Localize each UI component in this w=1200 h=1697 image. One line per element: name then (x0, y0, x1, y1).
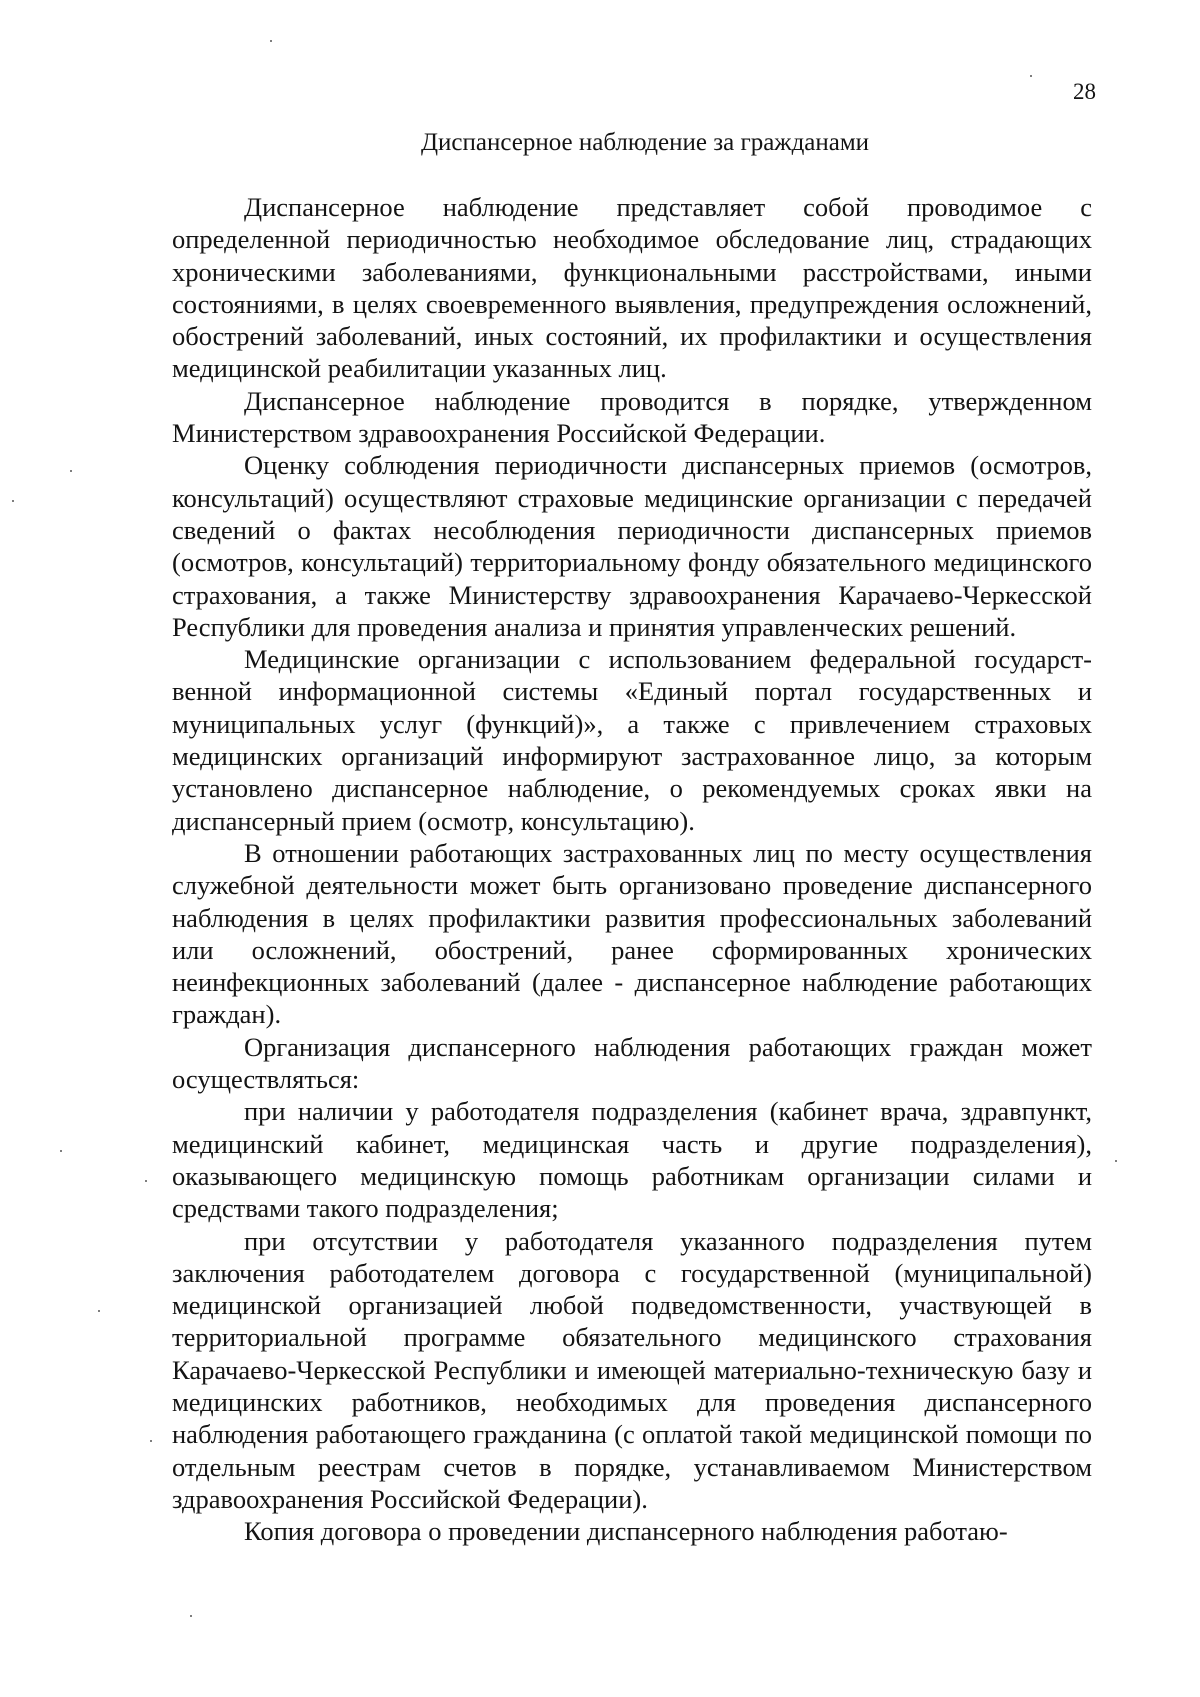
scan-speck (60, 1150, 62, 1152)
paragraph-working-citizens: В отношении работающих застрахованных лиц по месту осуществления служебной деятельности может быть организовано проведение диспансерного наблюдения в целях профилактики развития профессиональных заболеваний или осложнений, обострений, ранее сформированных хронических неинфекционных заболеваний (далее - диспансерное наблюдение работающих граждан). (172, 837, 1092, 1030)
scan-speck (70, 470, 72, 472)
paragraph-procedure: Диспансерное наблюдение проводится в порядке, утвержденном Министерством здравоохранения Российской Федерации. (172, 385, 1092, 449)
paragraph-organization: Организация диспансерного наблюдения работающих граждан может осуществляться: (172, 1031, 1092, 1095)
page-title: Диспансерное наблюдение за гражданами (420, 129, 870, 156)
paragraph-definition: Диспансерное наблюдение представляет собой проводимое с определенной периодичностью необходимое обследование лиц, страдающих хроническими заболеваниями, функциональными расстройствами, иными состояниями, в целях своевременного выявления, предупреждения осложнений, обострений заболеваний, иных состояний, их профилактики и осуществления медицинской реабилитации указанных лиц. (172, 192, 1092, 384)
paragraph-informing: Медицинские организации с использованием федеральной государственной информационной системы «Единый портал государственных и муниципальных услуг (функций)», а также с привлечением страховых медицинских организаций информируют застрахованное лицо, за которым установлено диспансерное наблюдение, о рекомендуемых сроках явки на диспансерный прием (осмотр, консультацию). (172, 644, 1092, 836)
paragraph-contract-copy: Копия договора о проведении диспансерного наблюдения работаю- (244, 1516, 1008, 1547)
scan-speck (12, 500, 14, 502)
scan-speck (190, 1615, 192, 1617)
paragraph-option-contract: при отсутствии у работодателя указанного подразделения путем заключения работодателем договора с государственной (муниципальной) медицинской организацией любой подведомственности, участвующей в территориальной программе обязательного медицинского страхования Карачаево-Черкесской Республики и имеющей материально-техническую базу и медицинских работников, необходимых для проведения диспансерного наблюдения работающего гражданина (с оплатой такой медицинской помощи по отдельным реестрам счетов в порядке, устанавливаемом Министерством здравоохранения Российской Федерации). (172, 1225, 1092, 1514)
scan-speck (150, 1440, 152, 1442)
paragraph-assessment: Оценку соблюдения периодичности диспансерных приемов (осмотров, консультаций) осуществляют страховые медицинские организации с передачей сведений о фактах несоблюдения периодичности диспансерных приемов (осмотров, консультаций) территориальному фонду обязательного медицинского страхования, а также Министерству здравоохранения Карачаево-Черкесской Республики для проведения анализа и принятия управленческих решений. (172, 450, 1092, 642)
scan-speck (98, 1310, 100, 1312)
scan-speck (1030, 75, 1032, 77)
document-body (172, 191, 1092, 1547)
page-number: 28 (1073, 79, 1096, 104)
scan-speck (1115, 1160, 1117, 1162)
paragraph-option-in-house: при наличии у работодателя подразделения (кабинет врача, здравпункт, медицинский кабинет, медицинская часть и другие подразделения), оказывающего медицинскую помощь работникам организации силами и средствами такого подразделения; (172, 1096, 1092, 1224)
scan-speck (145, 1180, 147, 1182)
scan-speck (270, 40, 272, 42)
